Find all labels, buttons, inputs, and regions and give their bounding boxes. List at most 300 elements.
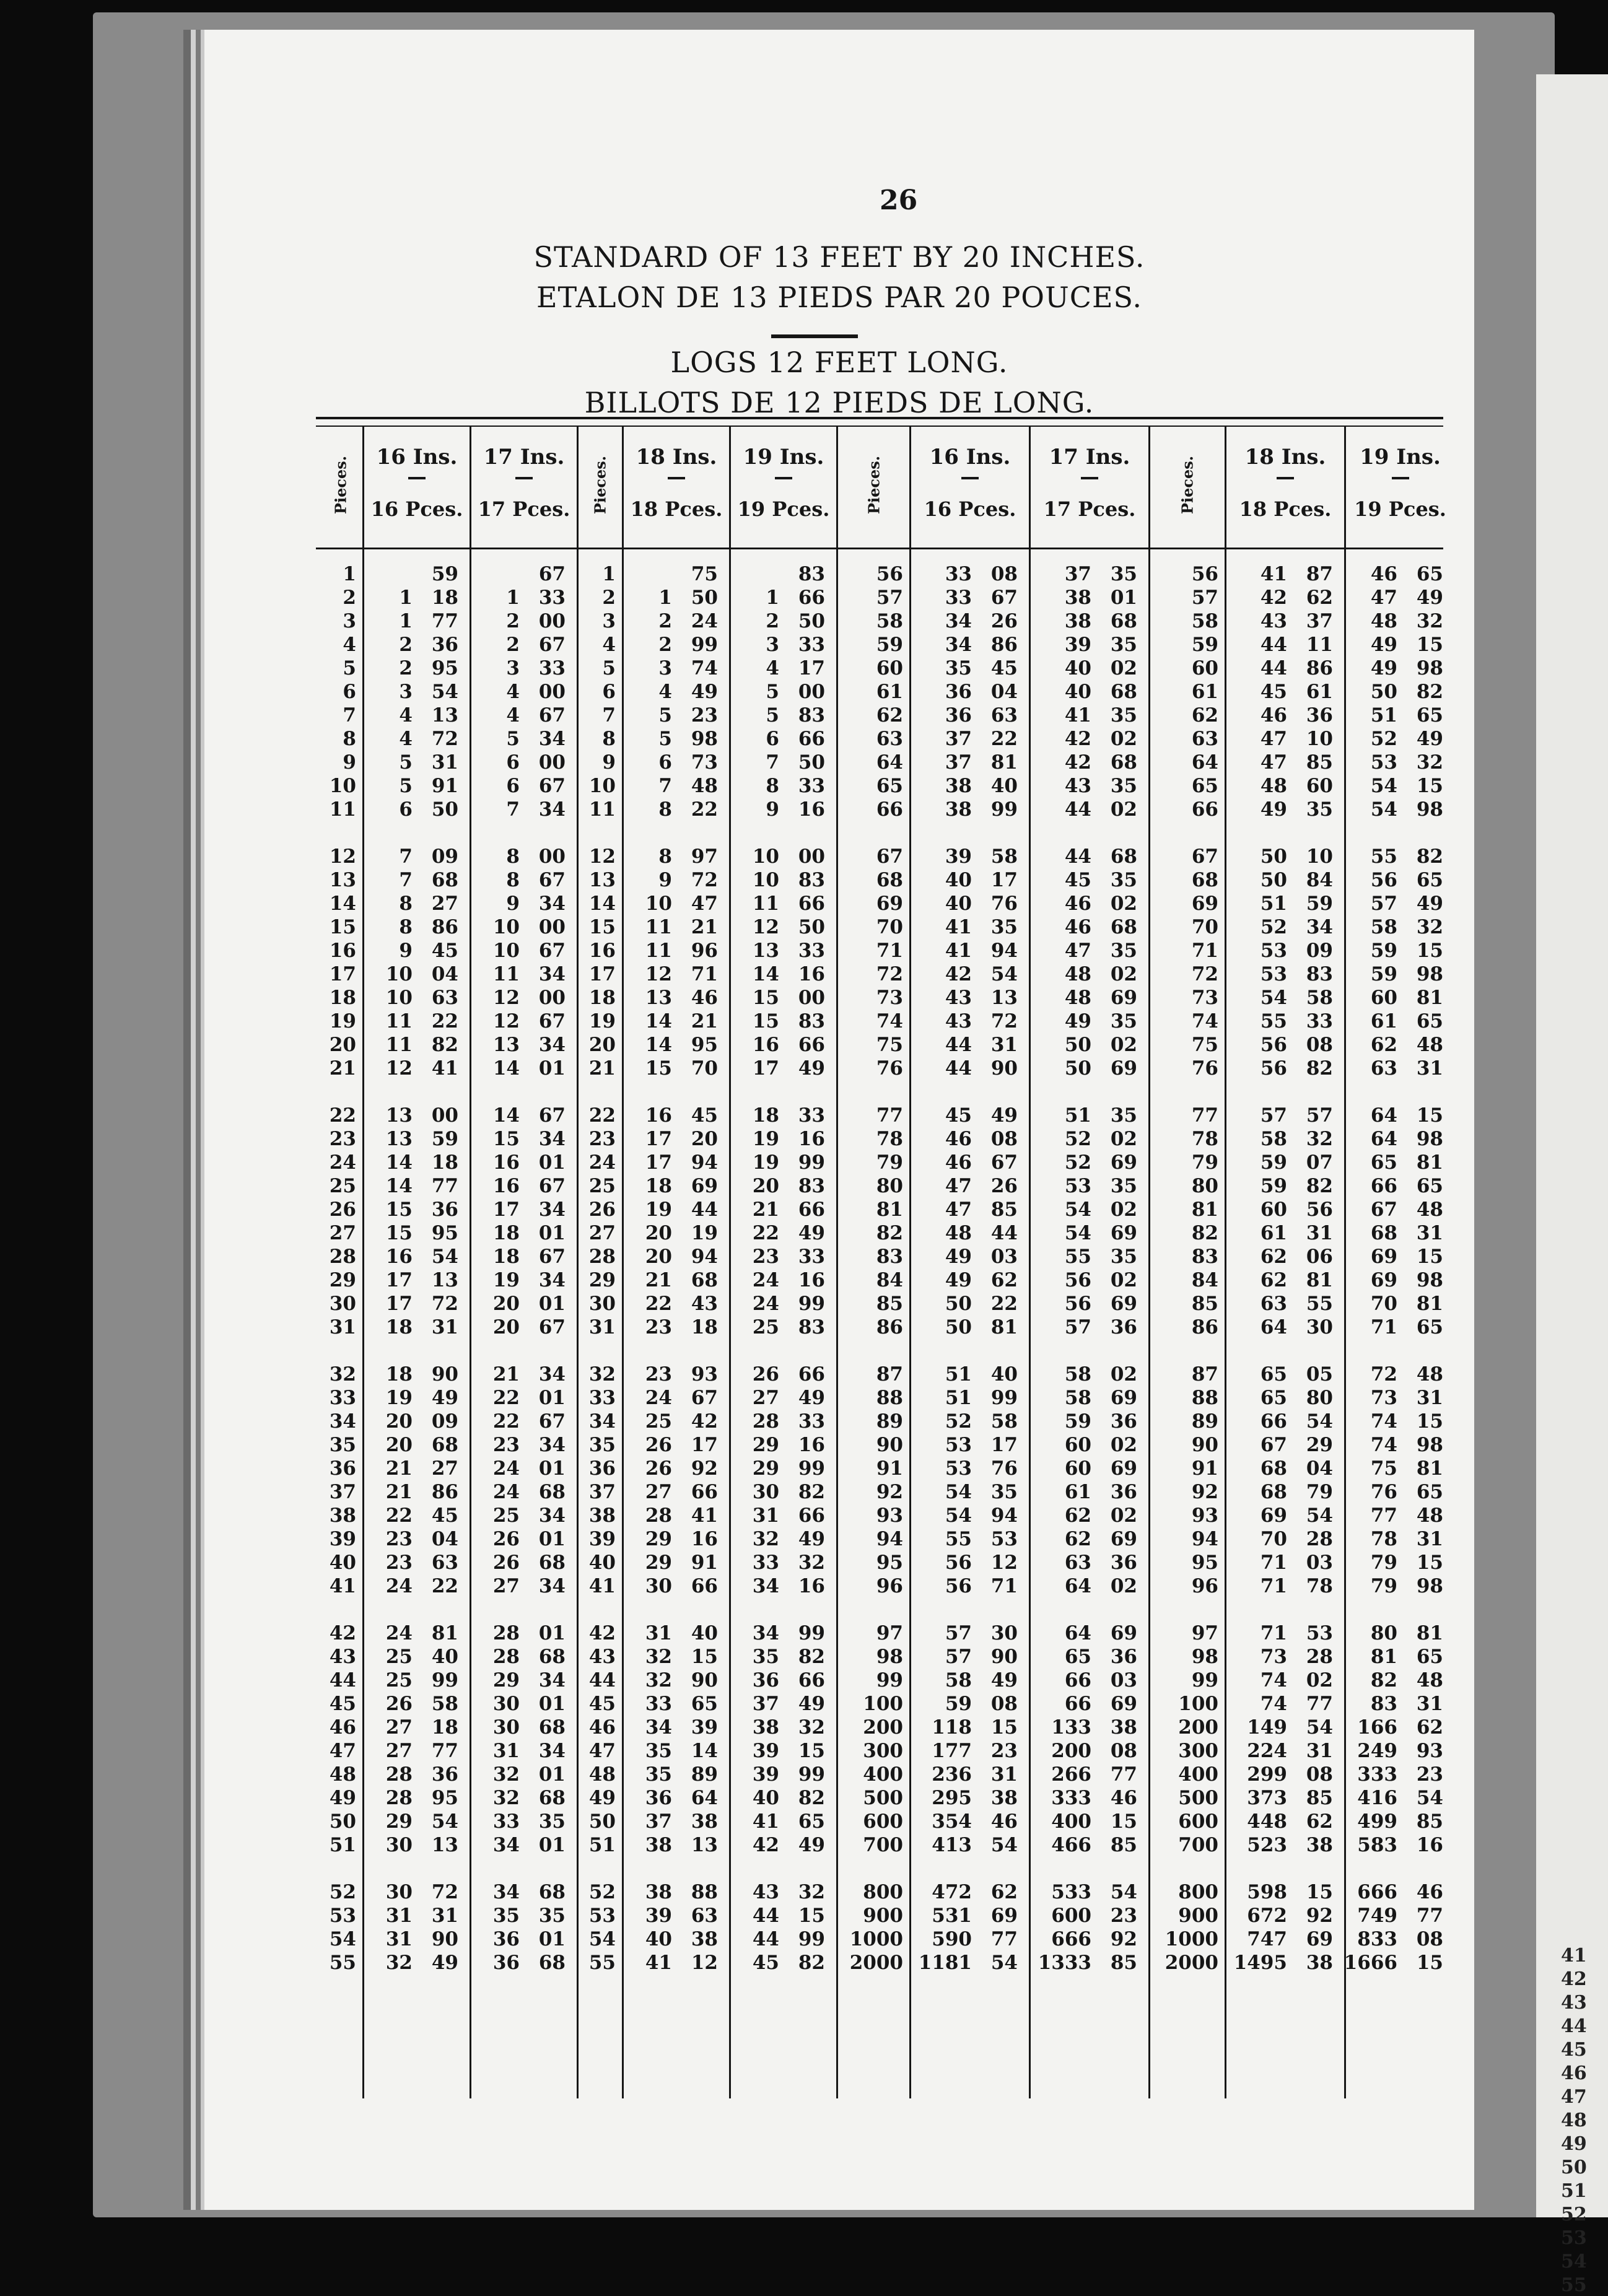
measure-row	[471, 1057, 577, 1080]
whole-feet-value: 62	[1064, 1528, 1091, 1550]
pieces-value: 79	[876, 1151, 903, 1174]
measure-row	[1346, 1527, 1454, 1551]
measure-row	[624, 1951, 729, 1975]
pieces-header	[1150, 426, 1225, 544]
pieces-value: 22	[329, 1104, 356, 1127]
measure-row	[1031, 1245, 1148, 1268]
fraction-value: 01	[538, 1222, 566, 1244]
pieces-value: 99	[876, 1669, 903, 1691]
measure-row	[471, 1457, 577, 1480]
whole-feet-value: 23	[752, 1246, 779, 1268]
whole-feet-value: 8	[658, 798, 672, 821]
measure-row	[1031, 1598, 1148, 1622]
pieces-value: 44	[588, 1669, 616, 1691]
measure-row	[1226, 680, 1344, 704]
measure-row	[731, 962, 836, 986]
whole-feet-value: 68	[1260, 1481, 1287, 1503]
measure-row	[1226, 1010, 1344, 1033]
pieces-value: 18	[329, 987, 356, 1009]
measure-row	[1346, 1810, 1454, 1833]
whole-feet-value: 40	[1064, 657, 1091, 679]
pieces-value: 46	[588, 1716, 616, 1739]
measure-row	[731, 1292, 836, 1316]
pieces-value: 48	[329, 1763, 356, 1786]
pieces-value: 99	[1191, 1669, 1218, 1691]
pieces-value: 66	[1191, 798, 1218, 821]
whole-feet-value: 22	[492, 1387, 520, 1409]
measure-row	[1226, 821, 1344, 845]
measure-row	[471, 562, 577, 586]
measure-row	[471, 1833, 577, 1857]
measure-row	[624, 1151, 729, 1174]
whole-feet-value: 6	[658, 751, 672, 774]
whole-feet-value: 583	[1357, 1834, 1397, 1856]
whole-feet-value: 19	[492, 1269, 520, 1291]
pieces-value: 37	[329, 1481, 356, 1503]
measure-row	[731, 1716, 836, 1739]
whole-feet-value: 73	[1260, 1646, 1287, 1668]
fraction-value: 19	[691, 1222, 718, 1244]
pieces-value: 92	[1191, 1481, 1218, 1503]
fraction-value: 82	[1416, 845, 1443, 868]
measure-row	[1226, 1645, 1344, 1669]
pieces-value: 94	[876, 1528, 903, 1550]
whole-feet-value: 64	[1064, 1622, 1091, 1644]
pieces-value: 17	[588, 963, 616, 985]
measure-row	[911, 1268, 1029, 1292]
whole-feet-value: 58	[945, 1669, 972, 1691]
fraction-value: 31	[1416, 1222, 1443, 1244]
fraction-value: 48	[1416, 1363, 1443, 1386]
measure-row	[624, 1080, 729, 1104]
measure-row	[911, 1316, 1029, 1339]
measure-row	[1346, 1739, 1454, 1763]
whole-feet-value: 499	[1357, 1810, 1397, 1833]
fraction-value: 02	[1110, 1575, 1137, 1597]
whole-feet-value: 34	[492, 1834, 520, 1856]
fraction-value: 36	[431, 1763, 458, 1786]
whole-feet-value: 16	[645, 1104, 672, 1127]
whole-feet-value: 9	[658, 869, 672, 891]
pieces-value: 29	[588, 1269, 616, 1291]
measure-row	[624, 1622, 729, 1645]
whole-feet-value: 666	[1051, 1928, 1091, 1950]
fraction-value: 50	[431, 798, 458, 821]
whole-feet-value: 38	[1064, 610, 1091, 632]
whole-feet-value: 50	[1370, 681, 1397, 703]
pieces-value: 17	[329, 963, 356, 985]
whole-feet-value: 45	[1260, 681, 1287, 703]
measure-row	[1031, 1386, 1148, 1410]
fraction-value: 15	[1416, 634, 1443, 656]
whole-feet-value: 58	[1064, 1363, 1091, 1386]
fraction-value: 58	[431, 1693, 458, 1715]
whole-feet-value: 15	[385, 1198, 413, 1221]
pieces-column	[838, 426, 911, 2098]
measure-row	[911, 1622, 1029, 1645]
header-inches: 16 Ins.	[376, 445, 458, 469]
measure-row	[1031, 1316, 1148, 1339]
measure-row	[471, 1033, 577, 1057]
pieces-value: 41	[329, 1575, 356, 1597]
fraction-value: 34	[538, 1128, 566, 1150]
measure-row	[471, 1151, 577, 1174]
pieces-value: 94	[1191, 1528, 1218, 1550]
fraction-value: 95	[431, 657, 458, 679]
pieces-value: 16	[329, 940, 356, 962]
whole-feet-value: 53	[1370, 751, 1397, 774]
pieces-value: 81	[1191, 1198, 1218, 1221]
whole-feet-value: 3	[399, 681, 413, 703]
measure-row	[471, 1645, 577, 1669]
measure-row	[911, 1692, 1029, 1716]
whole-feet-value: 42	[945, 963, 972, 985]
measure-row	[911, 1104, 1029, 1127]
measure-row	[731, 1033, 836, 1057]
fraction-value: 49	[798, 1387, 825, 1409]
pieces-value: 9	[343, 751, 356, 774]
measure-row	[1226, 915, 1344, 939]
pieces-value: 75	[876, 1034, 903, 1056]
fraction-value: 81	[1416, 1293, 1443, 1315]
fraction-value: 31	[1416, 1387, 1443, 1409]
whole-feet-value: 74	[1260, 1669, 1287, 1691]
adjacent-page-number: 46	[1561, 2062, 1587, 2084]
whole-feet-value: 82	[1370, 1669, 1397, 1691]
fraction-value: 31	[990, 1034, 1018, 1056]
measure-row	[1346, 1763, 1454, 1786]
measure-row	[471, 1574, 577, 1598]
measure-row	[1346, 1904, 1454, 1927]
whole-feet-value: 17	[645, 1128, 672, 1150]
fraction-value: 26	[990, 610, 1018, 632]
whole-feet-value: 71	[1260, 1575, 1287, 1597]
whole-feet-value: 10	[492, 940, 520, 962]
adjacent-page-number: 49	[1561, 2133, 1587, 2155]
whole-feet-value: 34	[492, 1881, 520, 1903]
fraction-value: 67	[538, 1316, 566, 1338]
measure-row	[731, 657, 836, 680]
whole-feet-value: 65	[1370, 1151, 1397, 1174]
fraction-value: 81	[1416, 1151, 1443, 1174]
measure-row	[471, 727, 577, 751]
pieces-value: 72	[1191, 963, 1218, 985]
whole-feet-value: 44	[1260, 634, 1287, 656]
whole-feet-value: 14	[492, 1104, 520, 1127]
pieces-value: 2000	[849, 1952, 903, 1974]
whole-feet-value: 7	[399, 869, 413, 891]
whole-feet-value: 21	[752, 1198, 779, 1221]
fraction-value: 00	[431, 1104, 458, 1127]
pieces-value: 67	[1191, 845, 1218, 868]
whole-feet-value: 13	[752, 940, 779, 962]
measure-row	[1346, 751, 1454, 774]
whole-feet-value: 3	[766, 634, 779, 656]
header-inches: 18 Ins.	[636, 445, 717, 469]
fraction-value: 31	[1416, 1693, 1443, 1715]
header-pouces: 19 Pces.	[737, 497, 830, 521]
measure-row	[1346, 1316, 1454, 1339]
whole-feet-value: 45	[945, 1104, 972, 1127]
whole-feet-value: 17	[752, 1057, 779, 1080]
pieces-value: 1000	[849, 1928, 903, 1950]
measure-header	[624, 426, 729, 544]
whole-feet-value: 26	[752, 1363, 779, 1386]
whole-feet-value: 29	[385, 1810, 413, 1833]
fraction-value: 77	[990, 1928, 1018, 1950]
measure-row	[624, 1480, 729, 1504]
whole-feet-value: 50	[1064, 1057, 1091, 1080]
measure-row	[1226, 1057, 1344, 1080]
fraction-value: 99	[691, 634, 718, 656]
pieces-value: 98	[876, 1646, 903, 1668]
fraction-value: 02	[1110, 1363, 1137, 1386]
pieces-value: 22	[588, 1104, 616, 1127]
measure-row	[731, 1551, 836, 1574]
pieces-value: 80	[1191, 1175, 1218, 1197]
pieces-value: 33	[588, 1387, 616, 1409]
measure-row	[1031, 1645, 1148, 1669]
pieces-value: 77	[1191, 1104, 1218, 1127]
fraction-value: 01	[538, 1151, 566, 1174]
pieces-value: 31	[588, 1316, 616, 1338]
fraction-value: 66	[798, 893, 825, 915]
fraction-value: 85	[1306, 751, 1333, 774]
measure-row	[1346, 680, 1454, 704]
measure-row	[731, 1527, 836, 1551]
whole-feet-value: 166	[1357, 1716, 1397, 1739]
pieces-value: 73	[1191, 987, 1218, 1009]
header-dash	[515, 477, 533, 479]
fraction-value: 35	[1110, 634, 1137, 656]
measure-row	[731, 704, 836, 727]
measure-header	[1346, 426, 1454, 544]
fraction-value: 32	[1416, 916, 1443, 938]
whole-feet-value: 56	[945, 1552, 972, 1574]
whole-feet-value: 23	[385, 1528, 413, 1550]
pieces-value: 900	[1178, 1905, 1218, 1927]
whole-feet-value: 63	[1370, 1057, 1397, 1080]
measure-row	[1226, 1480, 1344, 1504]
pieces-value: 5	[343, 657, 356, 679]
measure-row	[911, 1527, 1029, 1551]
measure-row	[911, 1010, 1029, 1033]
whole-feet-value: 14	[385, 1175, 413, 1197]
measure-row	[911, 1669, 1029, 1692]
fraction-value: 02	[1110, 1269, 1137, 1291]
fraction-value: 82	[1306, 1175, 1333, 1197]
pieces-value: 40	[588, 1552, 616, 1574]
measure-row	[624, 1104, 729, 1127]
measure-row	[911, 1645, 1029, 1669]
measure-row	[364, 1010, 470, 1033]
measure-row	[911, 1339, 1029, 1363]
measure-row	[471, 939, 577, 962]
whole-feet-value: 4	[399, 704, 413, 727]
fraction-value: 01	[538, 1457, 566, 1480]
measure-row	[471, 1268, 577, 1292]
measure-row	[364, 1904, 470, 1927]
whole-feet-value: 56	[1064, 1269, 1091, 1291]
fraction-value: 69	[1110, 1622, 1137, 1644]
fraction-value: 50	[798, 751, 825, 774]
measure-row	[1226, 892, 1344, 915]
whole-feet-value: 74	[1370, 1434, 1397, 1456]
pieces-value: 28	[588, 1246, 616, 1268]
whole-feet-value: 413	[932, 1834, 972, 1856]
pieces-value: 68	[876, 869, 903, 891]
measure-row	[471, 1857, 577, 1880]
pieces-value: 33	[329, 1387, 356, 1409]
measure-row	[911, 962, 1029, 986]
fraction-value: 01	[1110, 587, 1137, 609]
fraction-value: 72	[431, 1881, 458, 1903]
fraction-value: 13	[431, 1834, 458, 1856]
measure-row	[624, 1033, 729, 1057]
measure-row	[1031, 1457, 1148, 1480]
measure-row	[911, 1833, 1029, 1857]
fraction-value: 66	[798, 1198, 825, 1221]
measure-row	[731, 1433, 836, 1457]
pieces-value: 38	[329, 1504, 356, 1527]
pieces-value	[579, 1598, 622, 1622]
fraction-value: 98	[1416, 1269, 1443, 1291]
pieces-value: 92	[876, 1481, 903, 1503]
pieces-value: 68	[1191, 869, 1218, 891]
measure-row	[1031, 1221, 1148, 1245]
whole-feet-value: 22	[385, 1504, 413, 1527]
pieces-value: 200	[1178, 1716, 1218, 1739]
whole-feet-value: 68	[1260, 1457, 1287, 1480]
measure-row	[1226, 1363, 1344, 1386]
measure-row	[1226, 1669, 1344, 1692]
measure-row	[1226, 1127, 1344, 1151]
pieces-value: 75	[1191, 1034, 1218, 1056]
fraction-value: 79	[1306, 1481, 1333, 1503]
whole-feet-value: 83	[1370, 1693, 1397, 1715]
whole-feet-value: 57	[945, 1646, 972, 1668]
fraction-value: 66	[691, 1481, 718, 1503]
measure-row	[1226, 1880, 1344, 1904]
fraction-value: 22	[691, 798, 718, 821]
pieces-value: 60	[876, 657, 903, 679]
pieces-value: 88	[1191, 1387, 1218, 1409]
measure-row	[1346, 1574, 1454, 1598]
pieces-column	[1150, 426, 1226, 2098]
header-inches: 17 Ins.	[1049, 445, 1130, 469]
fraction-value: 67	[538, 869, 566, 891]
measure-row	[1226, 1292, 1344, 1316]
fraction-value: 07	[1306, 1151, 1333, 1174]
measure-row	[364, 586, 470, 609]
measure-row	[471, 1504, 577, 1527]
whole-feet-value: 18	[492, 1246, 520, 1268]
measure-row	[911, 1033, 1029, 1057]
fraction-value: 82	[798, 1787, 825, 1809]
fraction-value: 81	[1306, 1269, 1333, 1291]
fraction-value: 17	[798, 657, 825, 679]
whole-feet-value: 33	[945, 587, 972, 609]
measure-row	[911, 657, 1029, 680]
whole-feet-value: 16	[385, 1246, 413, 1268]
fraction-value: 54	[1416, 1787, 1443, 1809]
measure-row	[1031, 1433, 1148, 1457]
measure-header	[1226, 426, 1344, 544]
measure-row	[471, 1433, 577, 1457]
fraction-value: 01	[538, 1693, 566, 1715]
measure-row	[471, 1174, 577, 1198]
whole-feet-value: 54	[1064, 1222, 1091, 1244]
pieces-value: 4	[343, 634, 356, 656]
fraction-value: 98	[1416, 1575, 1443, 1597]
measure-row	[1346, 1951, 1454, 1975]
measure-row	[624, 1127, 729, 1151]
fraction-value: 02	[1110, 1504, 1137, 1527]
pieces-value: 84	[1191, 1269, 1218, 1291]
whole-feet-value: 11	[645, 940, 672, 962]
fraction-value: 67	[538, 775, 566, 797]
pieces-value	[319, 1339, 362, 1363]
measure-row	[624, 1268, 729, 1292]
fraction-value: 63	[431, 987, 458, 1009]
header-dash	[1277, 477, 1294, 479]
fraction-value: 48	[1416, 1669, 1443, 1691]
whole-feet-value: 64	[1370, 1104, 1397, 1127]
fraction-value: 84	[1306, 869, 1333, 891]
pieces-value: 300	[863, 1740, 903, 1762]
pieces-value: 11	[588, 798, 616, 821]
whole-feet-value: 46	[1064, 916, 1091, 938]
adjacent-page-number: 43	[1561, 1992, 1587, 2014]
header-inches: 16 Ins.	[929, 445, 1011, 469]
measure-row	[471, 986, 577, 1010]
measure-row	[911, 821, 1029, 845]
fraction-value: 04	[990, 681, 1018, 703]
measure-row	[1031, 1880, 1148, 1904]
measure-row	[471, 1598, 577, 1622]
whole-feet-value: 666	[1357, 1881, 1397, 1903]
whole-feet-value: 20	[645, 1246, 672, 1268]
whole-feet-value: 25	[385, 1646, 413, 1668]
whole-feet-value: 833	[1357, 1928, 1397, 1950]
whole-feet-value: 133	[1051, 1716, 1091, 1739]
whole-feet-value: 60	[1064, 1457, 1091, 1480]
measure-row	[364, 1151, 470, 1174]
whole-feet-value: 45	[1064, 869, 1091, 891]
header-pouces: 19 Pces.	[1354, 497, 1446, 521]
measure-row	[911, 1810, 1029, 1833]
measure-row	[364, 1480, 470, 1504]
fraction-value: 65	[691, 1693, 718, 1715]
whole-feet-value: 531	[932, 1905, 972, 1927]
measure-row	[471, 704, 577, 727]
fraction-value: 40	[990, 1363, 1018, 1386]
header-pouces: 18 Pces.	[630, 497, 723, 521]
measure-row	[364, 633, 470, 657]
fraction-value: 85	[1110, 1952, 1137, 1974]
whole-feet-value: 30	[385, 1881, 413, 1903]
fraction-value: 83	[798, 1316, 825, 1338]
measure-row	[624, 1880, 729, 1904]
fraction-value: 58	[1306, 987, 1333, 1009]
fraction-value: 42	[691, 1410, 718, 1433]
fraction-value: 31	[1306, 1740, 1333, 1762]
measure-row	[1346, 1880, 1454, 1904]
whole-feet-value: 27	[385, 1716, 413, 1739]
pieces-value: 79	[1191, 1151, 1218, 1174]
pieces-column	[579, 426, 624, 2098]
whole-feet-value: 55	[1260, 1010, 1287, 1032]
